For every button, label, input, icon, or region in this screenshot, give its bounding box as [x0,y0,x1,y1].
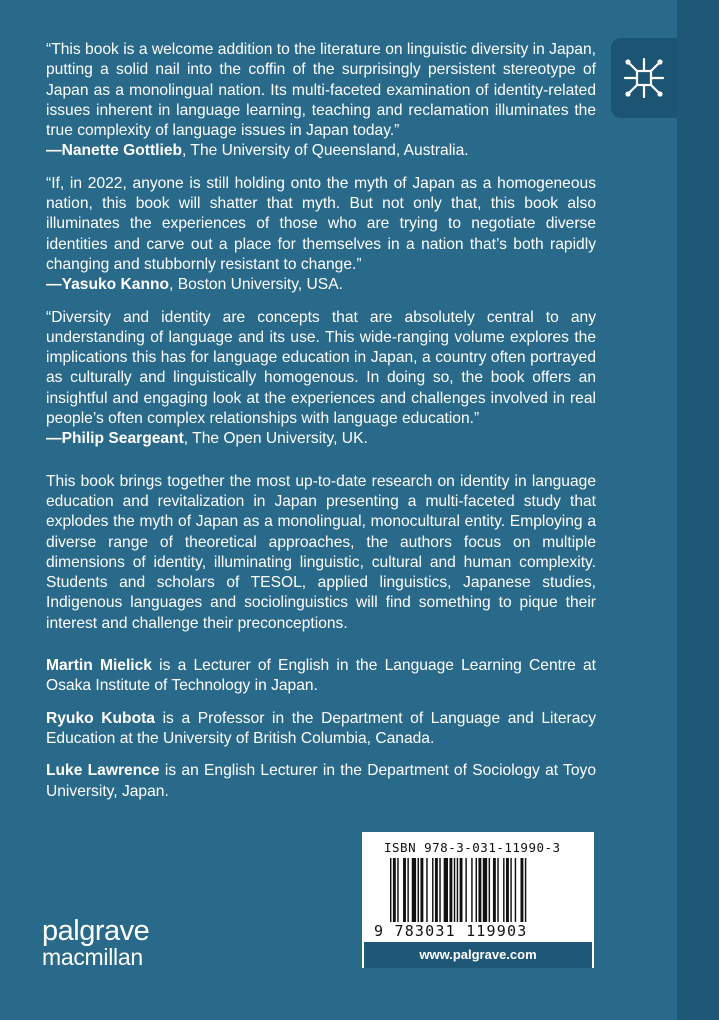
author-name: Ryuko Kubota [46,709,155,727]
barcode-bar [407,858,408,922]
barcode-bar [489,858,490,922]
barcode-bar [432,858,433,922]
barcode-bar [418,858,419,922]
barcode-bar [483,858,487,922]
publisher-name-line2: macmillan [42,944,143,970]
barcode-bar [412,858,416,922]
barcode-bar [460,858,463,922]
quote-author: —Yasuko Kanno [46,276,170,294]
barcode-bar [493,858,496,922]
barcode-bar [449,858,452,922]
endorsement-quote [46,40,596,162]
barcode-bar [465,858,466,922]
publisher-logo [42,915,150,970]
author-name: Martin Mielick [46,657,152,675]
quote-affiliation: , Boston University, USA. [169,276,343,294]
isbn-digits: 9 783031 119903 [374,922,528,940]
barcode-bar [444,858,448,922]
quote-affiliation: , The Open University, UK. [183,430,368,448]
barcode [390,858,570,922]
author-name: Luke Lawrence [46,762,160,780]
barcode-bar [476,858,477,922]
barcode-bar [393,858,396,922]
barcode-bar [515,858,516,922]
barcode-bar [454,858,455,922]
barcode-bar [435,858,438,922]
quote-attribution [46,276,343,293]
barcode-bar [397,858,398,922]
author-bio-text: is an English Lecturer in the Department of Sociology at Toyo University, Japan. [46,762,596,800]
barcode-bar [403,858,406,922]
author-bio [46,656,596,697]
book-description: This book brings together the most up-to-date research on identity in language education and revitalization in Japan presenting a multi-faceted study that explodes the myth of Japan as a monolingual, monocultural entity. Employing a diverse range of theoretical approaches, the authors focus on multiple dimensions of identity, illuminating linguistic, cultural and human complexity. Students and scholars of TESOL, applied linguistics, Japanese studies, Indigenous languages and sociolinguistics will find something to pique their interest and challenge their preconceptions. [46,472,596,632]
quote-author: —Nanette Gottlieb [46,142,183,160]
barcode-bar [503,858,504,922]
barcode-bar [478,858,481,922]
spine-strip [677,0,719,1020]
endorsement-quote [46,174,596,296]
publisher-website: www.palgrave.com [364,942,592,968]
barcode-bar [510,858,511,922]
barcode-bar [525,858,526,922]
barcode-bar [471,858,472,922]
barcode-bar [439,858,440,922]
author-bio [46,761,596,802]
barcode-bar [426,858,427,922]
barcode-bar [506,858,509,922]
barcode-bar [390,858,391,922]
author-bio [46,709,596,750]
quote-attribution [46,142,469,159]
quote-text: “If, in 2022, anyone is still holding onto the myth of Japan as a homogeneous nation, this book will shatter that myth. But not only that, this book also illuminates the experiences of those who are trying to negotiate diverse identities and carve out a place for themselves in a nation that’s both rapidly changing and stubbornly resistant to change.” [46,174,596,273]
isbn-label: ISBN 978-3-031-11990-3 [384,840,561,855]
endorsement-quote [46,308,596,450]
barcode-bar [420,858,423,922]
author-bio-text: is a Professor in the Department of Language and Literacy Education at the University of British Columbia, Canada. [46,709,596,747]
author-bio-text: is a Lecturer of English in the Language Learning Centre at Osaka Institute of Technology in Japan. [46,657,597,695]
quote-affiliation: , The University of Queensland, Australia. [182,142,469,160]
barcode-bar [457,858,458,922]
quote-author: —Philip Seargeant [46,430,184,448]
barcode-bar [497,858,498,922]
quote-text: “Diversity and identity are concepts that are absolutely central to any understanding of language and its use. This wide-ranging volume explores the implications this has for language education in Japan, a country often portrayed as culturally and linguistically homogenous. In doing so, the book offers an insightful and engaging look at the experiences and challenges involved in real people’s often complex relationships with language education.” [46,308,596,428]
barcode-bar [521,858,524,922]
palgrave-network-icon [622,56,666,100]
publisher-name-line1: palgrave [42,915,150,947]
quote-attribution [46,430,368,447]
isbn-barcode-box [362,832,594,968]
text-content [46,40,596,814]
quote-text: “This book is a welcome addition to the literature on linguistic diversity in Japan, putting a solid nail into the coffin of the surprisingly persistent stereotype of Japan as a monolingual nation. Its multi-faceted examination of identity-related issues inherent in language learning, teaching and reclamation illuminates the true complexity of language issues in Japan today.” [46,41,596,140]
logo-tab [611,38,677,118]
